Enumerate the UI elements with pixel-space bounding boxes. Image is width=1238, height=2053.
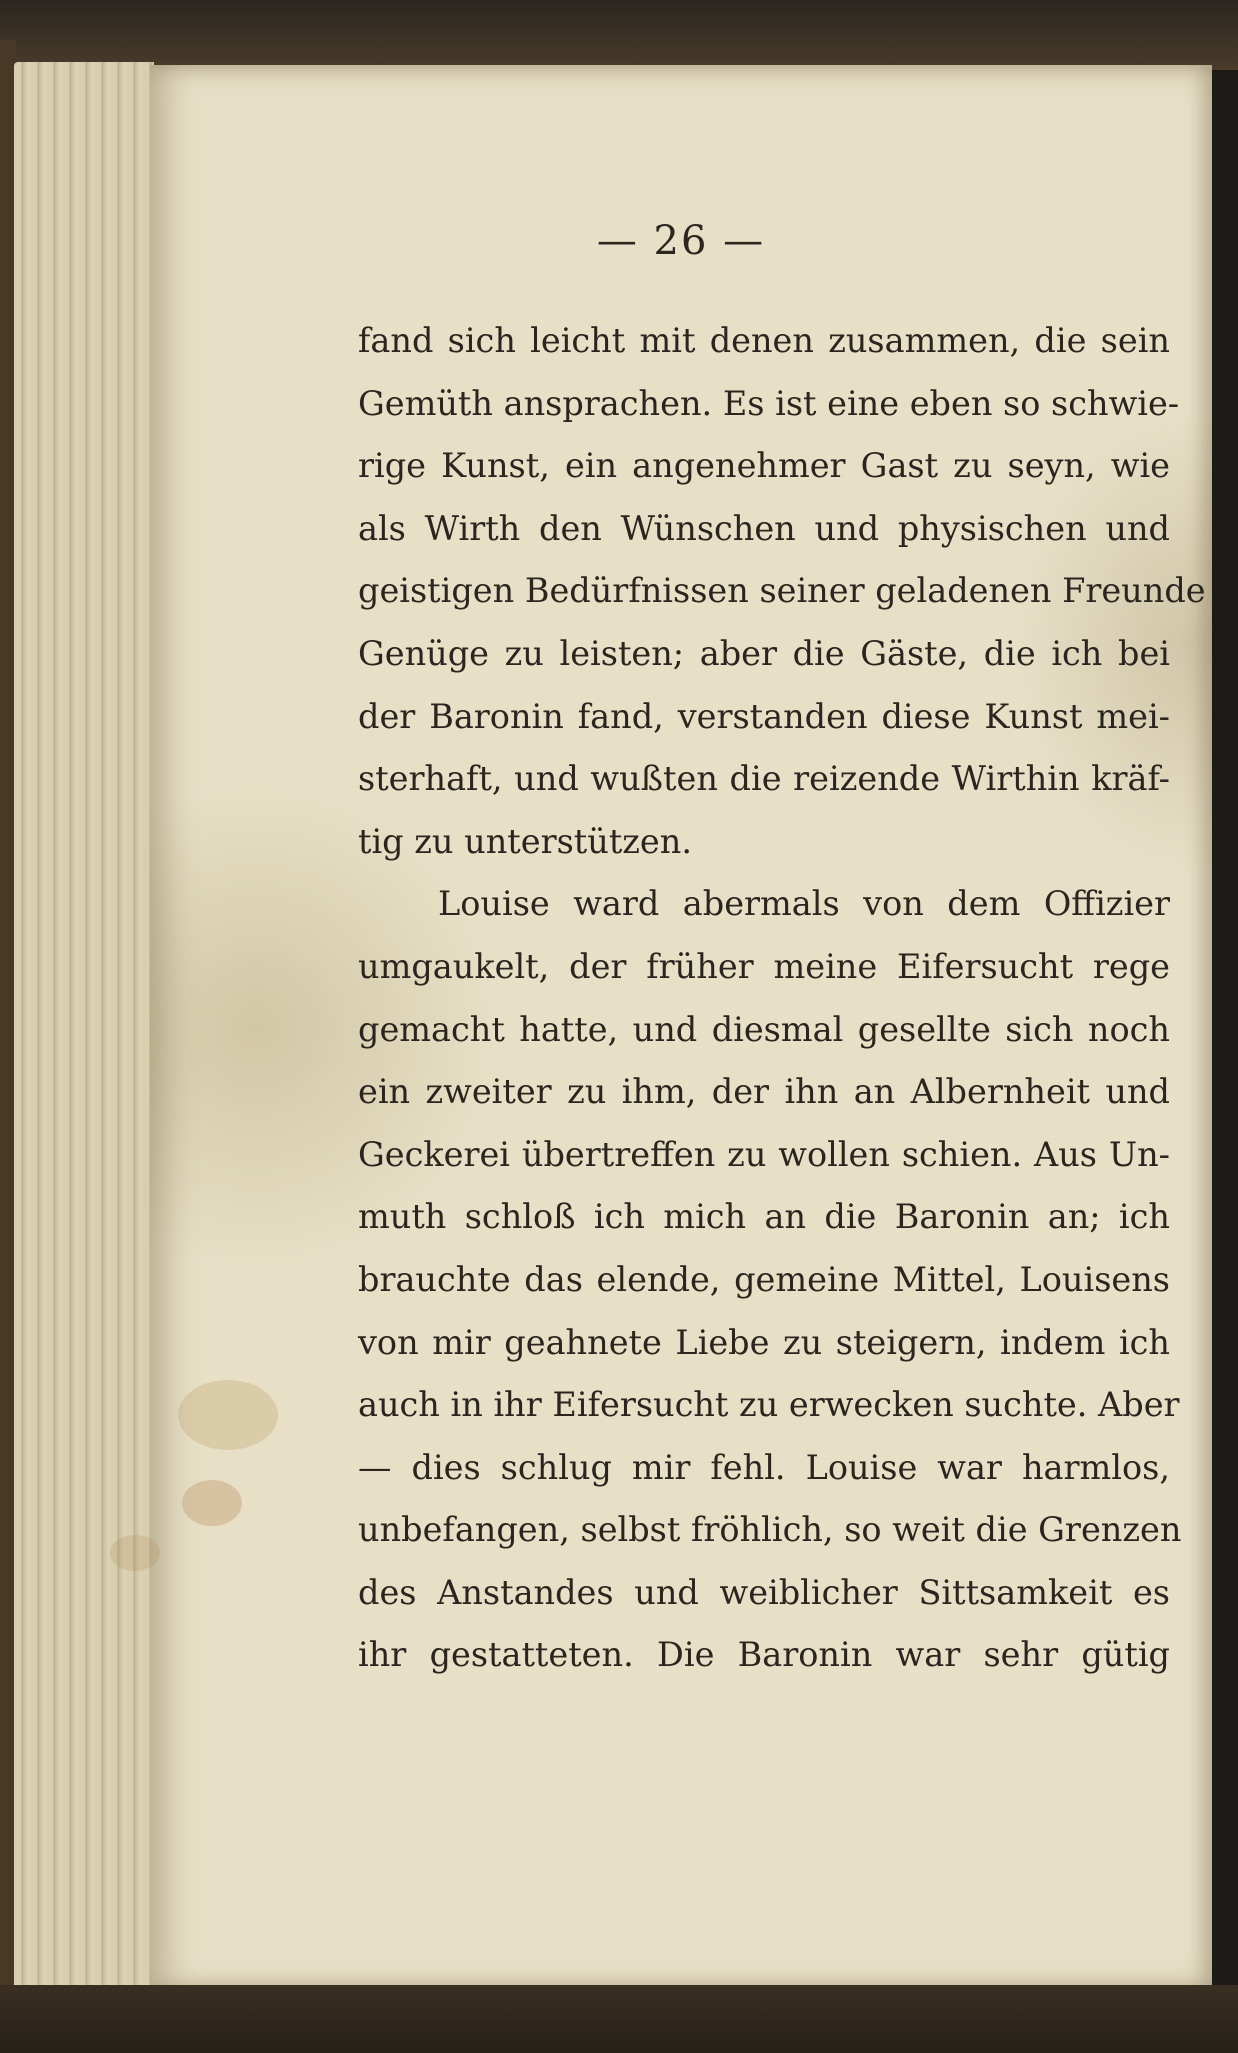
foxing-stain [182, 1480, 242, 1526]
text-line: geistigen Bedürfnissen seiner geladenen Freunde [358, 571, 1206, 611]
text-line: rige Kunst, ein angenehmer Gast zu seyn, wie [358, 446, 1170, 486]
book-cover-bottom [0, 1985, 1238, 2053]
book-cover-top [0, 0, 1238, 70]
text-line: des Anstandes und weiblicher Sittsamkeit es [358, 1572, 1170, 1612]
text-line: umgaukelt, der früher meine Eifersucht rege [358, 946, 1170, 986]
text-line: muth schloß ich mich an die Baronin an; ich [358, 1197, 1170, 1237]
text-line: fand sich leicht mit denen zusammen, die sein [358, 321, 1170, 360]
text-line: Louise ward abermals von dem Offizier [438, 884, 1170, 924]
page-edges [14, 62, 154, 1992]
text-line: ihr gestatteten. Die Baronin war sehr gütig [358, 1635, 1170, 1675]
text-line: tig zu unterstützen. [358, 821, 692, 861]
foxing-stain [110, 1535, 160, 1571]
text-line: der Baronin fand, verstanden diese Kunst mei- [358, 696, 1170, 736]
text-line: Gemüth ansprachen. Es ist eine eben so schwie- [358, 383, 1180, 423]
foxing-stain [178, 1380, 278, 1450]
text-line: von mir geahnete Liebe zu steigern, indem ich [358, 1322, 1170, 1362]
text-line: — dies schlug mir fehl. Louise war harmlos, [358, 1447, 1170, 1487]
body-text [358, 310, 1206, 1687]
text-line: auch in ihr Eifersucht zu erwecken suchte. Aber [358, 1385, 1180, 1425]
text-line: als Wirth den Wünschen und physischen und [358, 508, 1170, 548]
text-line: gemacht hatte, und diesmal gesellte sich noch [358, 1009, 1170, 1049]
text-line: Genüge zu leisten; aber die Gäste, die ich bei [358, 633, 1170, 673]
text-line: unbefangen, selbst fröhlich, so weit die Grenzen [358, 1510, 1182, 1550]
text-line: ein zweiter zu ihm, der ihn an Albernheit und [358, 1072, 1170, 1112]
page-number: — 26 — [596, 218, 766, 264]
text-line: brauchte das elende, gemeine Mittel, Louisens [358, 1259, 1170, 1299]
text-line: Geckerei übertreffen zu wollen schien. Aus Un- [358, 1134, 1170, 1174]
text-line: sterhaft, und wußten die reizende Wirthin kräf- [358, 759, 1170, 799]
